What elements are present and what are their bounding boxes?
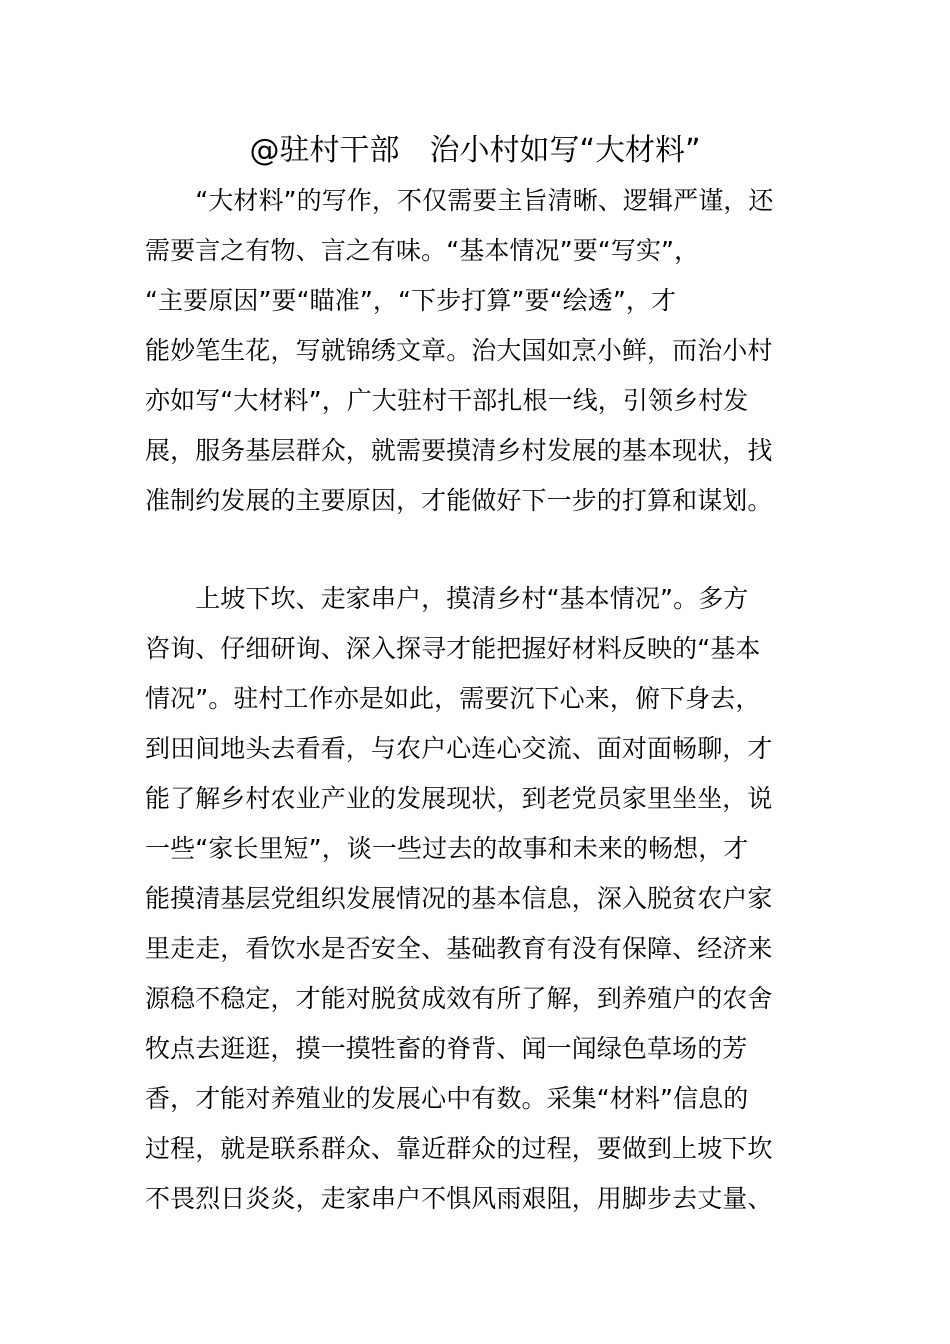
paragraph-line: 能妙笔生花，写就锦绣文章。治大国如烹小鲜，而治小村 — [145, 336, 773, 365]
paragraph-line: 过程，就是联系群众、靠近群众的过程，要做到上坡下坎 — [145, 1134, 773, 1163]
paragraph-line: 牧点去逛逛，摸一摸牲畜的脊背、闻一闻绿色草场的芳 — [145, 1034, 748, 1063]
paragraph-line: 准制约发展的主要原因，才能做好下一步的打算和谋划。 — [145, 486, 773, 515]
paragraph-line: 亦如写“大材料”，广大驻村干部扎根一线，引领乡村发 — [145, 386, 749, 415]
paragraph-line: 咨询、仔细研询、深入探寻才能把握好材料反映的“基本 — [145, 634, 761, 663]
paragraph-line: 里走走，看饮水是否安全、基础教育有没有保障、经济来 — [145, 934, 773, 963]
paragraph-line: 香，才能对养殖业的发展心中有数。采集“材料”信息的 — [145, 1084, 749, 1113]
document-title: @驻村干部 治小村如写“大材料” — [249, 133, 701, 168]
paragraph-line: “主要原因”要“瞄准”，“下步打算”要“绘透”，才 — [145, 286, 677, 315]
paragraph-line: 一些“家长里短”，谈一些过去的故事和未来的畅想，才 — [145, 834, 749, 863]
paragraph-line: 源稳不稳定，才能对脱贫成效有所了解，到养殖户的农舍 — [145, 984, 773, 1013]
paragraph-line: 上坡下坎、走家串户，摸清乡村“基本情况”。多方 — [145, 584, 749, 613]
paragraph-line: 情况”。驻村工作亦是如此，需要沉下心来，俯下身去， — [145, 684, 761, 713]
paragraph-line: 能了解乡村农业产业的发展现状，到老党员家里坐坐，说 — [145, 784, 773, 813]
paragraph-line: 不畏烈日炎炎，走家串户不惧风雨艰阻，用脚步去丈量、 — [145, 1184, 773, 1213]
paragraph-line: 到田间地头去看看，与农户心连心交流、面对面畅聊，才 — [145, 734, 773, 763]
paragraph-line: 需要言之有物、言之有味。“基本情况”要“写实”， — [145, 236, 700, 265]
paragraph-line: “大材料”的写作，不仅需要主旨清晰、逻辑严谨，还 — [145, 186, 774, 215]
paragraph-line: 能摸清基层党组织发展情况的基本信息，深入脱贫农户家 — [145, 884, 773, 913]
paragraph-line: 展，服务基层群众，就需要摸清乡村发展的基本现状，找 — [145, 436, 773, 465]
